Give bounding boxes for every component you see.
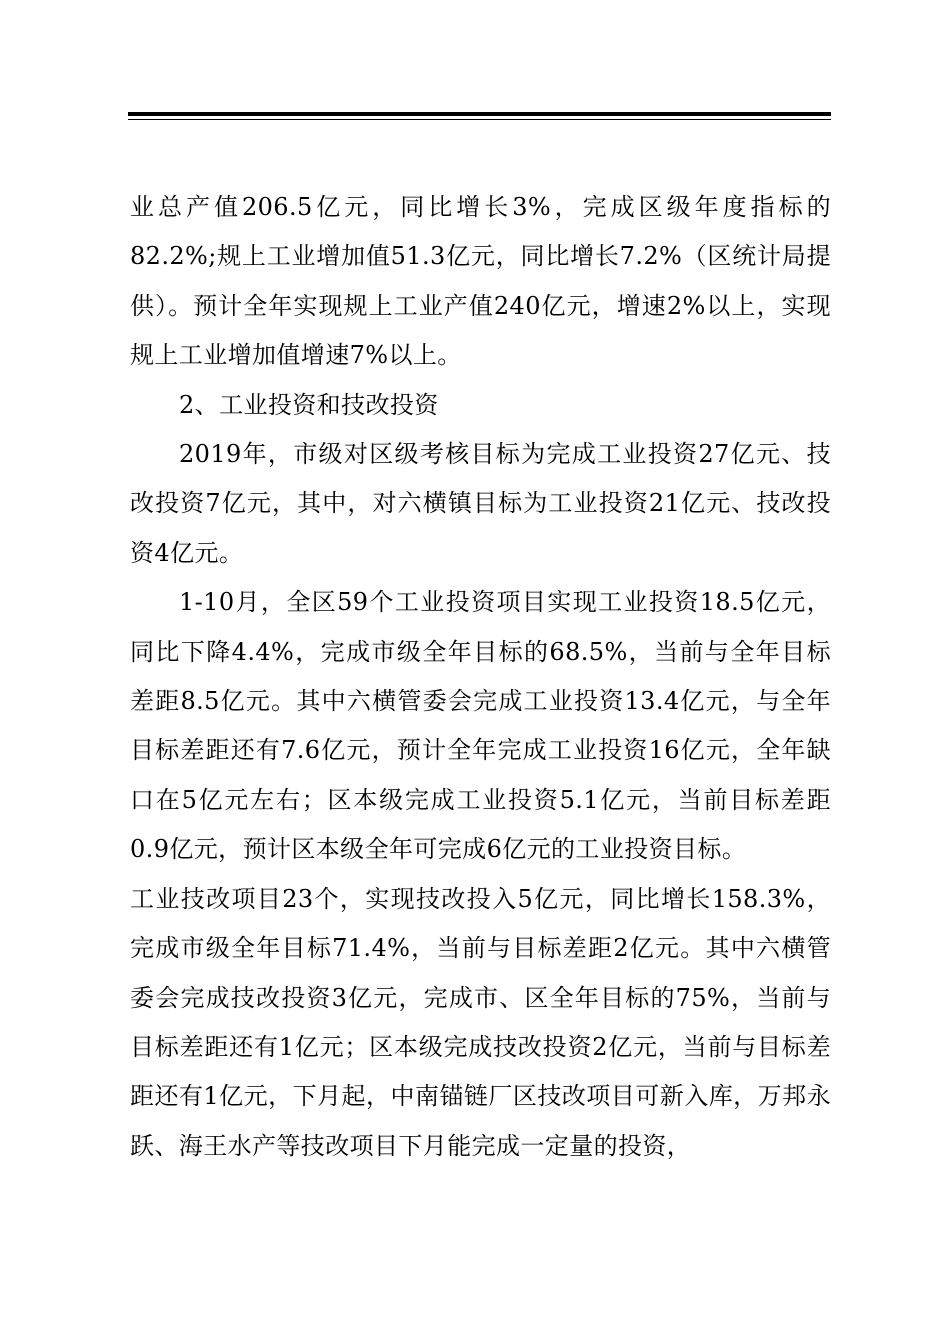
paragraph-investment-targets: 2019年，市级对区级考核目标为完成工业投资27亿元、技改投资7亿元，其中，对六横镇目标为工业投资21亿元、技改投资4亿元。 [130, 440, 831, 567]
paragraph-tech-upgrade: 工业技改项目23个，实现技改投入5亿元，同比增长158.3%，完成市级全年目标71.4%，当前与目标差距2亿元。其中六横管委会完成技改投资3亿元，完成市、区全年目标的75%，当前与目标差距还有1亿元；区本级完成技改投资2亿元，当前与目标差距还有1亿元，下月起，中南锚链厂区技改项目可新入库，万邦永跃、海王水产等技改项目下月能完成一定量的投资， [130, 884, 831, 1160]
paragraph-industrial-output: 业总产值206.5亿元，同比增长3%，完成区级年度指标的82.2%;规上工业增加值51.3亿元，同比增长7.2%（区统计局提供）。预计全年实现规上工业产值240亿元，增速2%以上，实现规上工业增加值增速7%以上。 [130, 193, 831, 370]
document-body [130, 183, 831, 1171]
section-heading-investment: 2、工业投资和技改投资 [179, 390, 439, 419]
header-rule-thin [128, 119, 831, 120]
paragraph-investment-progress: 1-10月，全区59个工业投资项目实现工业投资18.5亿元，同比下降4.4%，完成市级全年目标的68.5%，当前与全年目标差距8.5亿元。其中六横管委会完成工业投资13.4亿元，与全年目标差距还有7.6亿元，预计全年完成工业投资16亿元，全年缺口在5亿元左右；区本级完成工业投资5.1亿元，当前目标差距0.9亿元，预计区本级全年可完成6亿元的工业投资目标。 [130, 588, 831, 864]
header-rule-thick [128, 112, 831, 116]
